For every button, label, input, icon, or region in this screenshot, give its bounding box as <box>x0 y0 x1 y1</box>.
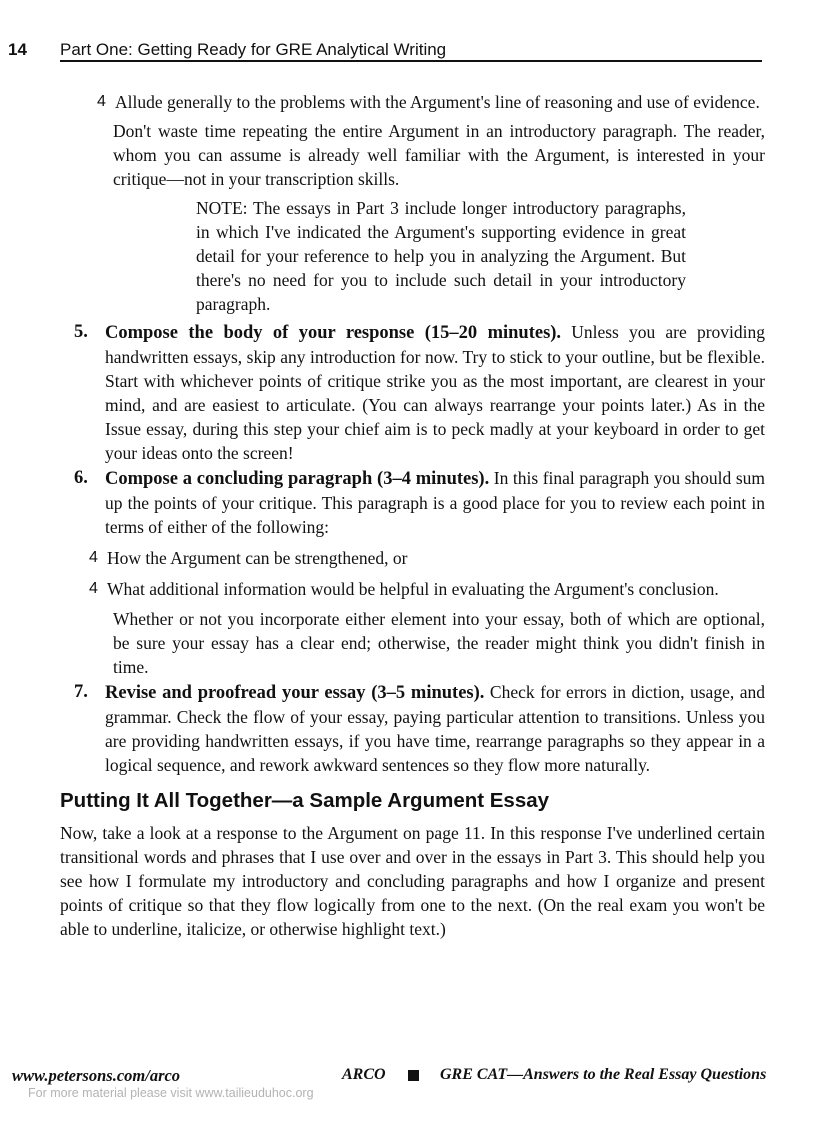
step-number: 5. <box>74 322 88 342</box>
step-7 <box>60 680 765 777</box>
step-5 <box>60 320 765 465</box>
running-title: Part One: Getting Ready for GRE Analytical Writing <box>60 40 447 59</box>
footer-book-title: GRE CAT—Answers to the Real Essay Questions <box>440 1066 767 1083</box>
conclusion-bullet <box>80 577 765 601</box>
step-body: In this final paragraph you should sum up the points of your critique. This paragraph is a good place for you to review each point in terms of either of the following: <box>105 468 766 537</box>
page-body <box>60 90 765 941</box>
intro-paragraph: Don't waste time repeating the entire Argument in an introductory paragraph. The reader, whom you can assume is already well familiar with the Argument, is interested in your critique—not in your transcription skills. <box>113 121 765 189</box>
step-number: 7. <box>74 682 88 702</box>
step-body: Check for errors in diction, usage, and grammar. Check the flow of your essay, paying particular attention to transitions. Unless you are providing handwritten essays, if you have time, rearrange paragraphs so they appear in a logical sequence, and rework awkward sentences so they flow more naturally. <box>105 682 765 775</box>
footer-publisher: ARCO <box>342 1066 386 1083</box>
page-footer <box>12 1066 804 1106</box>
step-number: 6. <box>74 468 88 488</box>
intro-bullet <box>88 90 765 114</box>
footer-url[interactable]: www.petersons.com/arco <box>12 1066 181 1085</box>
bullet-marker: 4 <box>89 549 98 566</box>
step-text <box>105 320 765 465</box>
page-number: 14 <box>8 40 27 59</box>
step-title: Compose the body of your response (15–20 minutes). <box>105 323 562 343</box>
square-bullet-icon <box>408 1070 419 1081</box>
conclusion-bullet-text: What additional information would be helpful in evaluating the Argument's conclusion. <box>107 579 719 599</box>
step-6 <box>60 466 765 539</box>
step-text <box>105 680 765 777</box>
section-paragraph: Now, take a look at a response to the Argument on page 11. In this response I've underlined certain transitional words and phrases that I use over and over in the essays in Part 3. This should help you see how I formulate my introductory and concluding paragraphs and how I organize and present points of critique so that they flow logically from one to the next. (On the real exam you won't be able to underline, italicize, or otherwise highlight text.) <box>60 823 765 939</box>
step-title: Compose a concluding paragraph (3–4 minutes). <box>105 469 490 489</box>
conclusion-paragraph: Whether or not you incorporate either element into your essay, both of which are optional, be sure your essay has a clear end; otherwise, the reader might think you didn't finish in time. <box>113 609 765 677</box>
header-rule <box>60 60 762 62</box>
conclusion-bullet <box>80 546 765 570</box>
step-text <box>105 466 765 539</box>
note-block: NOTE: The essays in Part 3 include longer introductory paragraphs, in which I've indicated the Argument's supporting evidence in great detail for your reference to help you in analyzing the Argument. But there's no need for you to include such detail in your introductory paragraph. <box>196 198 686 314</box>
step-body: Unless you are providing handwritten essays, skip any introduction for now. Try to stick to your outline, but be flexible. Start with whichever points of critique strike you as the most important, are clearest in your mind, and are easiest to articulate. (You can always rearrange your points later.) As in the Issue essay, during this step your chief aim is to peck madly at your keyboard in order to get your ideas onto the screen! <box>105 322 765 463</box>
step-title: Revise and proofread your essay (3–5 minutes). <box>105 683 485 703</box>
page-header <box>8 38 762 66</box>
section-heading: Putting It All Together—a Sample Argument Essay <box>60 789 550 812</box>
footer-watermark: For more material please visit www.tailieuduhoc.org <box>28 1086 314 1100</box>
conclusion-bullet-text: How the Argument can be strengthened, or <box>107 548 408 568</box>
bullet-marker: 4 <box>97 93 106 110</box>
bullet-marker: 4 <box>89 580 98 597</box>
intro-bullet-text: Allude generally to the problems with the Argument's line of reasoning and use of evidence. <box>115 92 760 112</box>
